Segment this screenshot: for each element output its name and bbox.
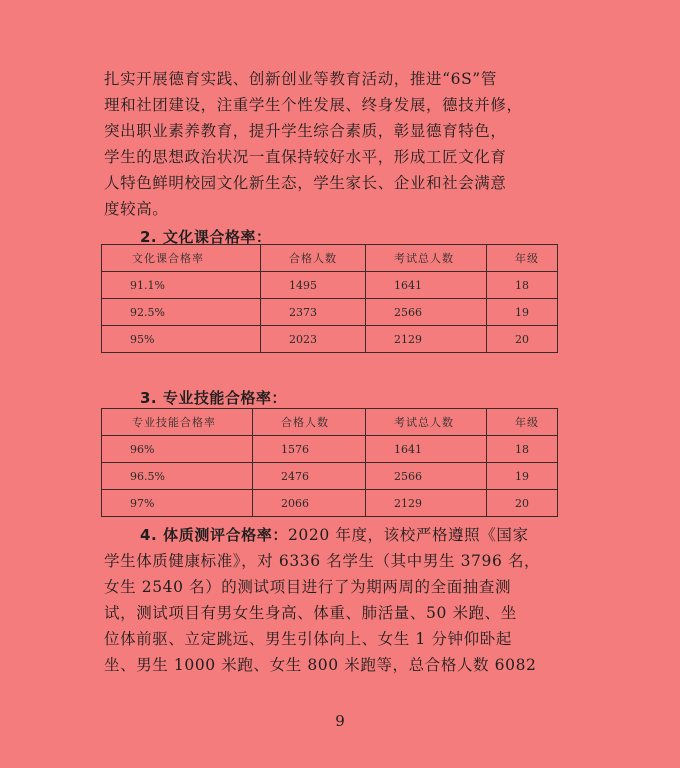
table-cell: 19 <box>487 299 558 326</box>
text-line: 人特色鲜明校园文化新生态，学生家长、企业和社会满意 <box>104 174 507 192</box>
section4-lead: 4. 体质测评合格率： <box>140 526 288 544</box>
table-row <box>102 490 558 517</box>
table-cell: 18 <box>487 436 558 463</box>
text-line: 位体前驱、立定跳远、男生引体向上、女生 1 分钟仰卧起 <box>104 630 512 648</box>
table-cell: 91.1% <box>102 272 261 299</box>
text-line: 女生 2540 名）的测试项目进行了为期两周的全面抽查测 <box>104 578 512 596</box>
page-number: 9 <box>335 712 345 730</box>
table-row <box>102 463 558 490</box>
intro-paragraph <box>104 66 584 222</box>
table-cell: 1641 <box>366 436 487 463</box>
column-header: 年级 <box>487 409 558 436</box>
table-cell: 2476 <box>253 463 366 490</box>
table-cell: 2023 <box>261 326 366 353</box>
column-header: 合格人数 <box>261 245 366 272</box>
table-cell: 20 <box>487 490 558 517</box>
table-row <box>102 326 558 353</box>
text-line: 扎实开展德育实践、创新创业等教育活动，推进“6S”管 <box>104 70 497 88</box>
table-cell: 2066 <box>253 490 366 517</box>
table-row <box>102 272 558 299</box>
table-cell: 19 <box>487 463 558 490</box>
table-row <box>102 436 558 463</box>
physical-fitness-paragraph <box>104 522 584 678</box>
table-cell: 18 <box>487 272 558 299</box>
section3-heading: 3. 专业技能合格率： <box>140 389 287 407</box>
table-cell: 1641 <box>366 272 487 299</box>
table-cell: 1576 <box>253 436 366 463</box>
table-header-row <box>102 245 558 272</box>
text-line: 突出职业素养教育，提升学生综合素质，彰显德育特色， <box>104 122 507 140</box>
table-cell: 95% <box>102 326 261 353</box>
table-cell: 2373 <box>261 299 366 326</box>
table-cell: 97% <box>102 490 253 517</box>
text-line: 度较高。 <box>104 200 169 218</box>
section2-heading: 2. 文化课合格率： <box>140 228 272 246</box>
table-cell: 2129 <box>366 326 487 353</box>
text-line: 坐、男生 1000 米跑、女生 800 米跑等，总合格人数 6082 <box>104 656 537 674</box>
culture-course-pass-rate-table <box>101 244 558 353</box>
table-cell: 2566 <box>366 299 487 326</box>
table-cell: 96% <box>102 436 253 463</box>
text-line <box>104 522 584 548</box>
table-cell: 1495 <box>261 272 366 299</box>
professional-skill-pass-rate-table <box>101 408 558 517</box>
table-cell: 2129 <box>366 490 487 517</box>
table-cell: 20 <box>487 326 558 353</box>
column-header: 专业技能合格率 <box>102 409 253 436</box>
column-header: 文化课合格率 <box>102 245 261 272</box>
text-line: 学生体质健康标准》，对 6336 名学生（其中男生 3796 名， <box>104 552 541 570</box>
section4-first-line: 2020 年度，该校严格遵照《国家 <box>287 526 529 544</box>
table-header-row <box>102 409 558 436</box>
column-header: 合格人数 <box>253 409 366 436</box>
table-cell: 96.5% <box>102 463 253 490</box>
text-line: 理和社团建设，注重学生个性发展、终身发展，德技并修， <box>104 96 523 114</box>
table-row <box>102 299 558 326</box>
text-line: 试，测试项目有男女生身高、体重、肺活量、50 米跑、坐 <box>104 604 517 622</box>
column-header: 年级 <box>487 245 558 272</box>
column-header: 考试总人数 <box>366 245 487 272</box>
column-header: 考试总人数 <box>366 409 487 436</box>
table-cell: 92.5% <box>102 299 261 326</box>
table-cell: 2566 <box>366 463 487 490</box>
text-line: 学生的思想政治状况一直保持较好水平，形成工匠文化育 <box>104 148 507 166</box>
